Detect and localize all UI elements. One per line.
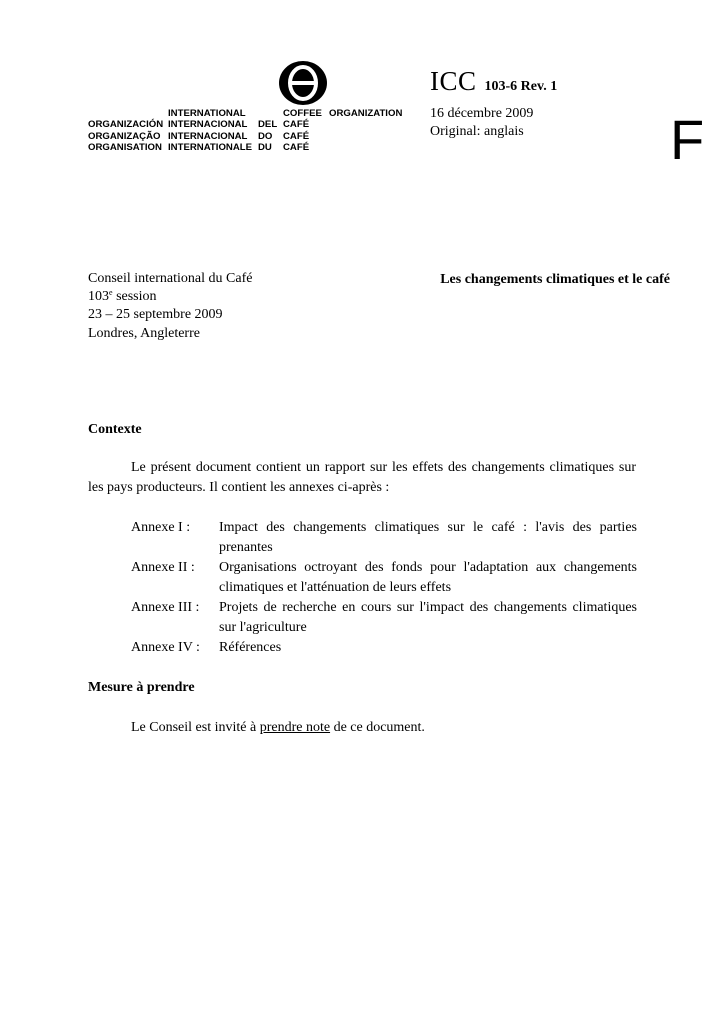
icc-coffee-bean-logo-icon xyxy=(278,60,328,106)
document-code: 103-6 Rev. 1 xyxy=(484,79,558,94)
annex-label: Annexe I : xyxy=(131,520,191,535)
action-sentence: Le Conseil est invité à prendre note de ce document. xyxy=(131,720,425,735)
annex-item xyxy=(131,598,637,638)
council-name: Conseil international du Café xyxy=(88,271,253,286)
annex-text: Projets de recherche en cours sur l'impact des changements climatiques sur l'agriculture xyxy=(219,600,637,635)
council-info xyxy=(88,270,252,343)
annex-item xyxy=(131,558,637,598)
document-subject: Les changements climatiques et le café xyxy=(440,272,670,287)
contexte-paragraph: Le présent document contient un rapport sur les effets des changements climatiques sur les pays producteurs. Il contient les annexes ci-après : xyxy=(88,460,636,495)
document-reference xyxy=(430,66,557,97)
annex-text: Organisations octroyant des fonds pour l'adaptation aux changements climatiques et l'atténuation de leurs effets xyxy=(219,560,637,595)
council-session: 103e session xyxy=(88,288,157,305)
original-language: Original: anglais xyxy=(430,124,524,139)
annex-label: Annexe IV : xyxy=(131,640,200,655)
prendre-note-emphasis: prendre note xyxy=(259,720,331,735)
document-date: 16 décembre 2009 xyxy=(430,106,534,121)
heading-mesure: Mesure à prendre xyxy=(88,680,195,695)
icc-title: ICC xyxy=(430,66,477,96)
annex-text: Impact des changements climatiques sur le café : l'avis des parties prenantes xyxy=(219,520,637,555)
council-dates: 23 – 25 septembre 2009 xyxy=(88,307,223,323)
language-letter: F xyxy=(670,108,705,171)
annex-item xyxy=(131,518,637,558)
council-place: Londres, Angleterre xyxy=(88,325,200,341)
annex-label: Annexe II : xyxy=(131,560,195,575)
annex-label: Annexe III : xyxy=(131,600,200,615)
heading-contexte: Contexte xyxy=(88,422,142,437)
annex-list xyxy=(131,518,637,658)
annex-item xyxy=(131,638,637,658)
annex-text: Références xyxy=(219,640,282,655)
